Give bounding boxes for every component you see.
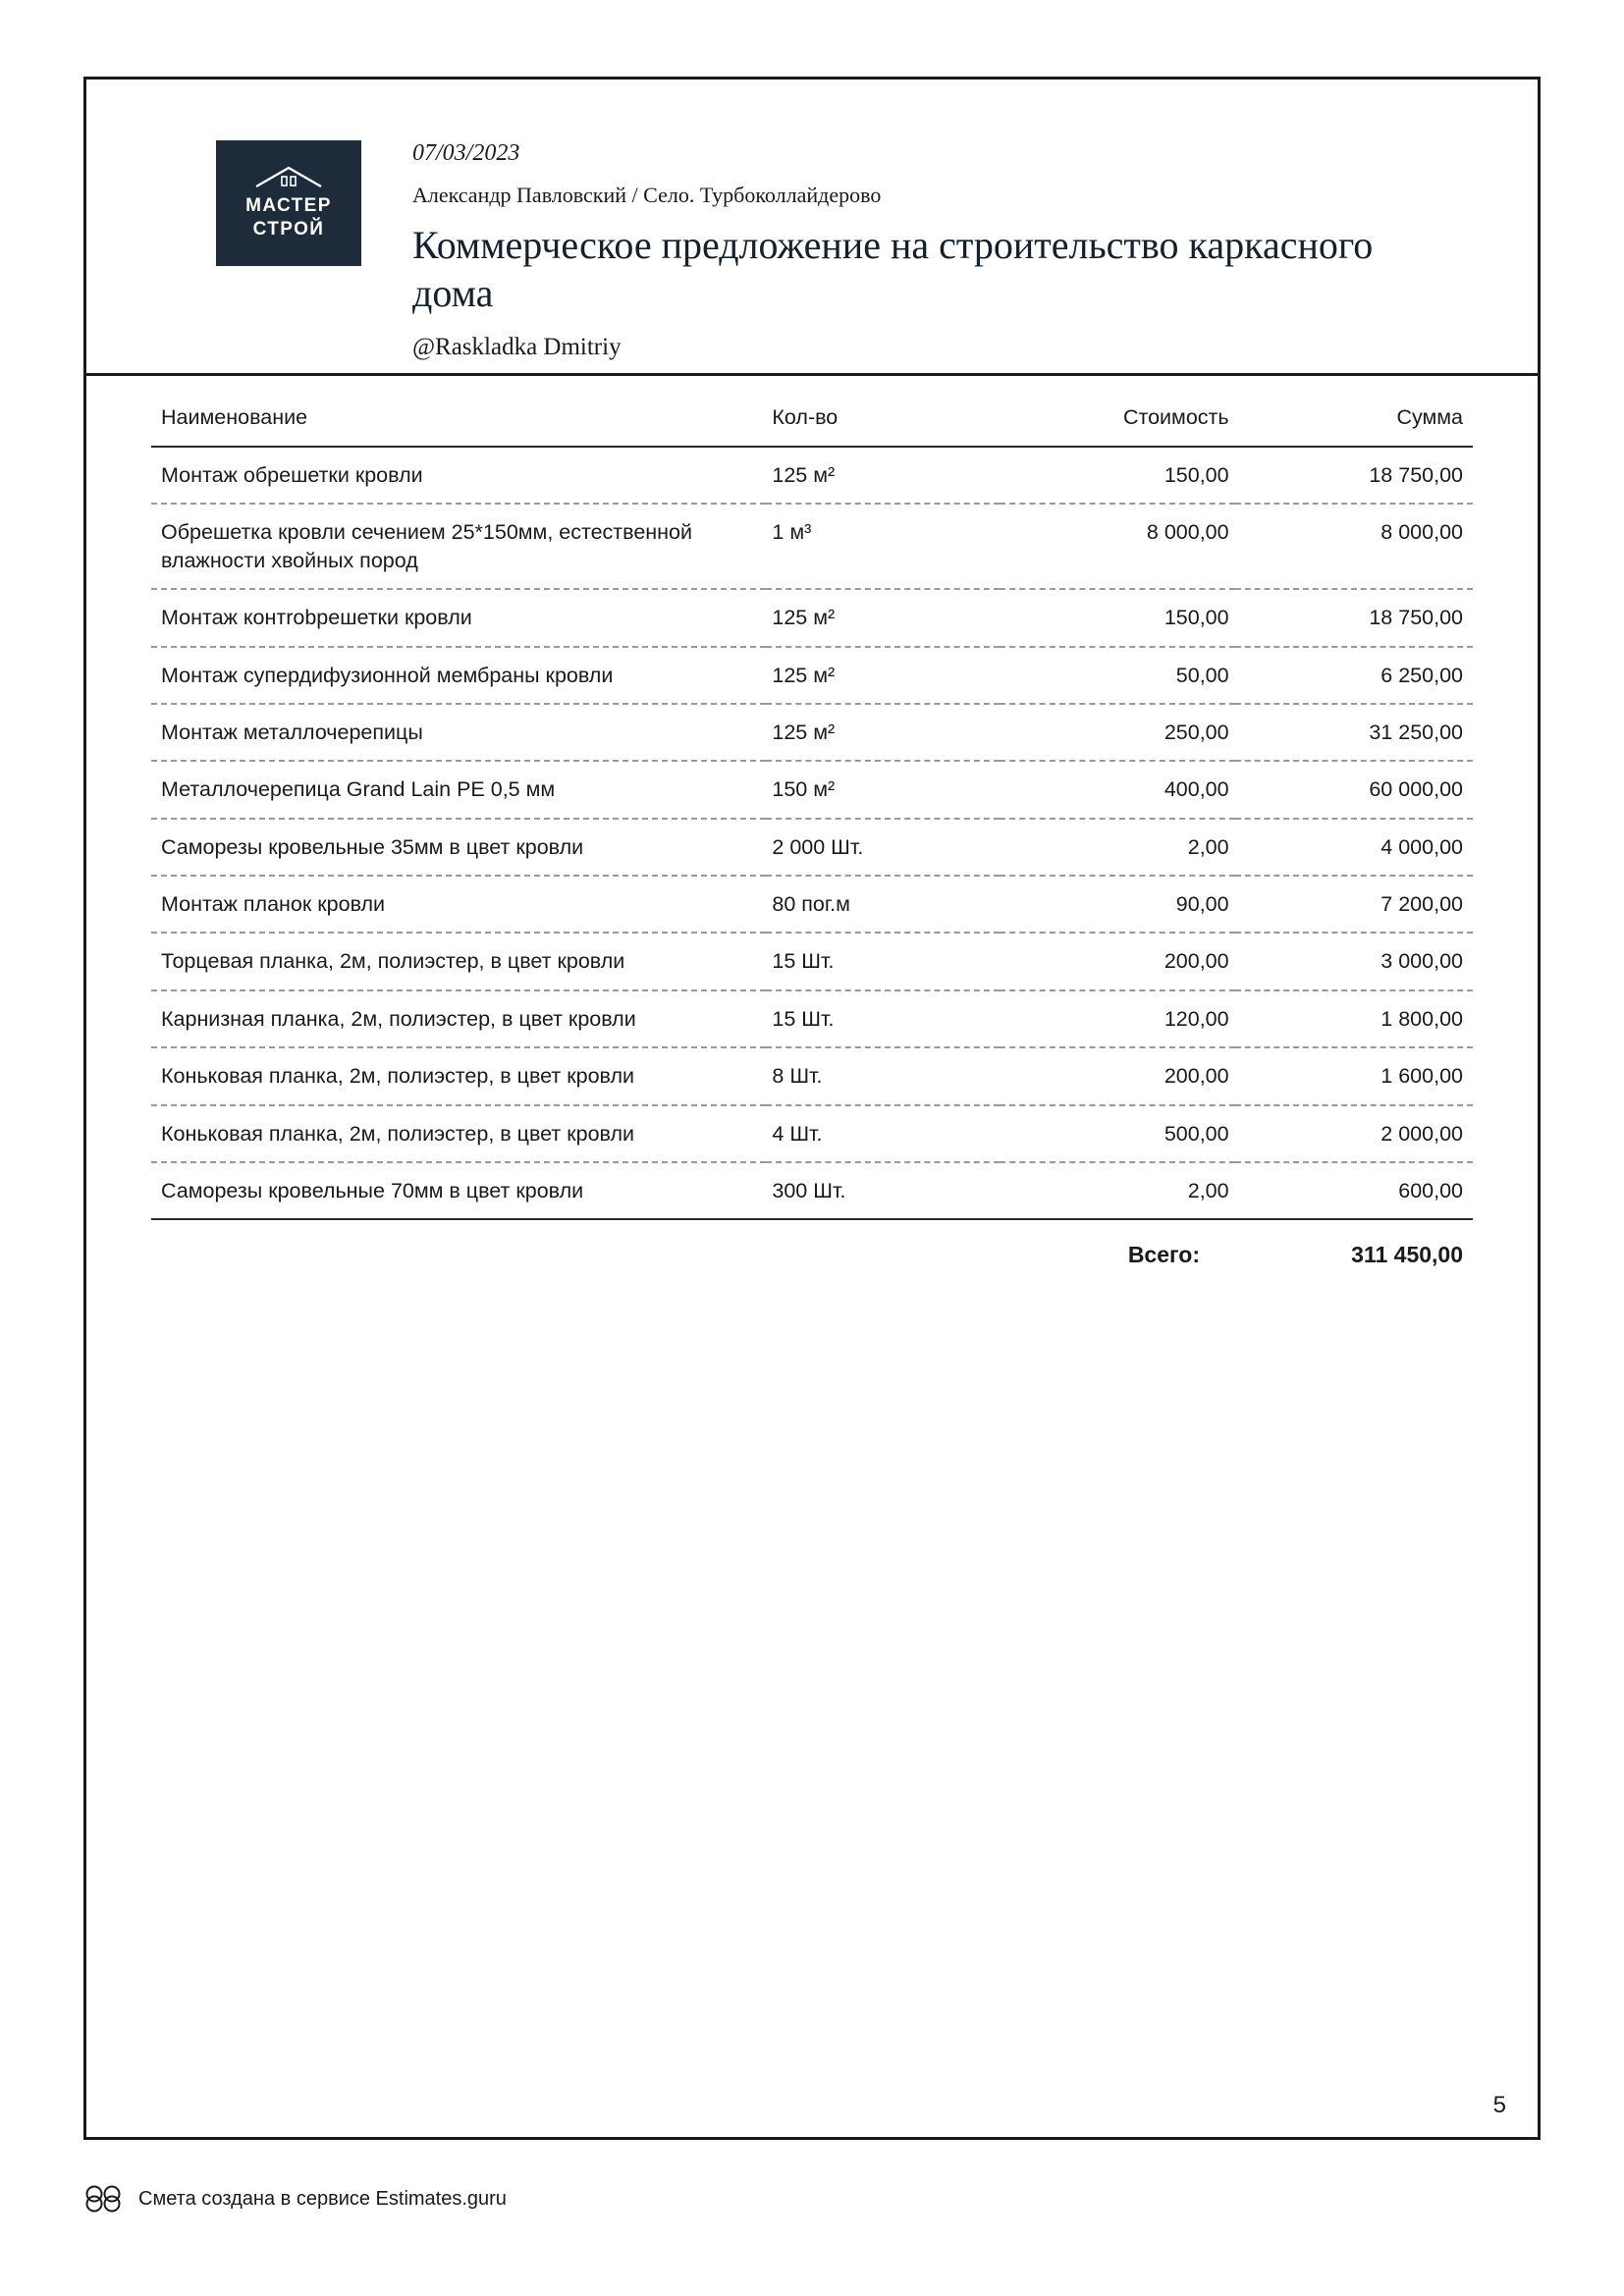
cell-quantity: 125 м² [772, 463, 836, 487]
estimate-table [151, 401, 1473, 1220]
table-row [151, 876, 1473, 933]
cell-sum: 4 000,00 [1380, 834, 1463, 859]
cell-quantity: 4 Шт. [772, 1121, 823, 1146]
cell-price: 150,00 [1164, 606, 1229, 630]
cell-price: 200,00 [1164, 949, 1229, 974]
cell-quantity: 2 000 Шт. [772, 834, 864, 859]
cell-quantity: 300 Шт. [772, 1178, 846, 1202]
estimate-table-container [86, 376, 1538, 1268]
table-row [151, 447, 1473, 504]
cell-price: 250,00 [1164, 720, 1229, 744]
cell-quantity: 150 м² [772, 777, 836, 802]
column-header-price: Стоимость [1122, 405, 1229, 429]
page-number: 5 [1492, 2092, 1506, 2118]
cell-name: Обрешетка кровли сечением 25*150мм, естественной влажности хвойных пород [161, 520, 693, 572]
column-header-qty: Кол-во [772, 405, 839, 429]
table-row [151, 1105, 1473, 1162]
logo-text-line2: СТРОЙ [252, 219, 325, 240]
cell-sum: 1 800,00 [1380, 1006, 1463, 1031]
cell-name: Монтаж обрешетки кровли [161, 463, 423, 487]
cell-sum: 18 750,00 [1369, 606, 1463, 630]
cell-quantity: 15 Шт. [772, 1006, 835, 1031]
cell-sum: 3 000,00 [1380, 949, 1463, 974]
column-header-name: Наименование [161, 405, 308, 429]
total-label: Всего: [1127, 1242, 1200, 1268]
cell-name: Монтаж металлочерепицы [161, 720, 423, 744]
cell-sum: 1 600,00 [1380, 1064, 1463, 1089]
cell-price: 200,00 [1164, 1064, 1229, 1089]
cell-quantity: 125 м² [772, 720, 836, 744]
table-body [151, 447, 1473, 1219]
cell-price: 90,00 [1175, 892, 1229, 916]
cell-sum: 60 000,00 [1369, 777, 1463, 802]
document-date: 07/03/2023 [412, 140, 520, 166]
document-header [86, 80, 1538, 376]
cell-quantity: 1 м³ [772, 520, 812, 545]
document-parties: Александр Павловский / Село. Турбоколлайдерово [412, 183, 882, 207]
estimates-guru-logo-icon [83, 2184, 125, 2214]
cell-name: Монтаж планок кровли [161, 892, 386, 916]
cell-quantity: 125 м² [772, 606, 836, 630]
cell-price: 50,00 [1175, 663, 1229, 687]
table-row [151, 1047, 1473, 1104]
cell-name: Коньковая планка, 2м, полиэстер, в цвет кровли [161, 1064, 635, 1089]
cell-price: 150,00 [1164, 463, 1229, 487]
cell-quantity: 15 Шт. [772, 949, 835, 974]
roof-icon [252, 165, 325, 190]
cell-name: Монтаж супердифузионной мембраны кровли [161, 663, 614, 687]
cell-price: 2,00 [1187, 1178, 1229, 1202]
cell-sum: 8 000,00 [1380, 520, 1463, 545]
cell-sum: 2 000,00 [1380, 1121, 1463, 1146]
table-row [151, 990, 1473, 1047]
cell-sum: 7 200,00 [1380, 892, 1463, 916]
logo-text-line1: МАСТЕР [245, 195, 332, 217]
cell-sum: 31 250,00 [1369, 720, 1463, 744]
cell-name: Саморезы кровельные 70мм в цвет кровли [161, 1178, 584, 1202]
table-row [151, 761, 1473, 818]
page-title: Коммерческое предложение на строительство каркасного дома [412, 223, 1374, 315]
cell-price: 400,00 [1164, 777, 1229, 802]
table-header-row [151, 401, 1473, 447]
document-author: @Raskladka Dmitriy [412, 333, 622, 360]
company-logo [216, 140, 361, 266]
table-row [151, 933, 1473, 989]
table-row [151, 589, 1473, 646]
cell-name: Коньковая планка, 2м, полиэстер, в цвет кровли [161, 1121, 635, 1146]
table-row [151, 504, 1473, 589]
table-row [151, 1162, 1473, 1219]
cell-name: Торцевая планка, 2м, полиэстер, в цвет кровли [161, 949, 625, 974]
cell-sum: 18 750,00 [1369, 463, 1463, 487]
document-page [83, 77, 1541, 2140]
cell-price: 120,00 [1164, 1006, 1229, 1031]
cell-quantity: 80 пог.м [772, 892, 850, 916]
cell-price: 2,00 [1187, 834, 1229, 859]
cell-price: 8 000,00 [1146, 520, 1229, 545]
total-value: 311 450,00 [1351, 1242, 1463, 1268]
cell-name: Карнизная планка, 2м, полиэстер, в цвет кровли [161, 1006, 636, 1031]
cell-name: Монтаж контrobрешетки кровли [161, 606, 472, 630]
table-row [151, 647, 1473, 704]
table-row [151, 704, 1473, 761]
table-row [151, 819, 1473, 876]
cell-price: 500,00 [1164, 1121, 1229, 1146]
footer-text: Смета создана в сервисе Estimates.guru [138, 2187, 507, 2210]
column-header-sum: Сумма [1396, 405, 1463, 429]
document-footer [83, 2184, 507, 2214]
cell-sum: 600,00 [1398, 1178, 1463, 1202]
table-header [151, 401, 1473, 447]
cell-name: Металлочерепица Grand Lain PE 0,5 мм [161, 777, 556, 802]
cell-quantity: 125 м² [772, 663, 836, 687]
cell-quantity: 8 Шт. [772, 1064, 823, 1089]
cell-name: Саморезы кровельные 35мм в цвет кровли [161, 834, 584, 859]
total-row [151, 1220, 1473, 1268]
cell-sum: 6 250,00 [1380, 663, 1463, 687]
header-text-block [412, 107, 1498, 361]
